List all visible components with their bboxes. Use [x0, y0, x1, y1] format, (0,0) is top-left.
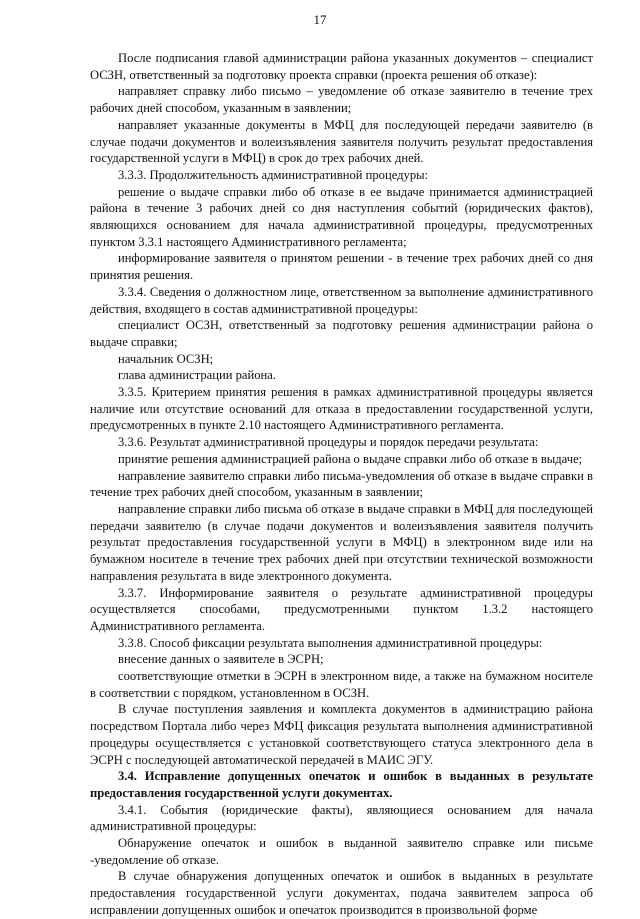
paragraph: В случае обнаружения допущенных опечаток и ошибок в выданных в результате предоставления государственной услуги документах, подача заявителем запроса об исправлении допущенных ошибок и опечаток производится в произвольной форме: [90, 869, 593, 917]
paragraph: принятие решения администрацией района о выдаче справки либо об отказе в выдаче;: [118, 451, 583, 466]
paragraph: 3.3.8. Способ фиксации результата выполнения административной процедуры:: [118, 635, 543, 650]
paragraph: направление заявителю справки либо письма-уведомления об отказе в выдаче справки в течение трех рабочих дней способом, указанным в заявлении;: [90, 468, 593, 500]
paragraph: 3.3.3. Продолжительность административной процедуры:: [118, 167, 429, 182]
paragraph: соответствующие отметки в ЭСРН в электронном виде, а также на бумажном носителе в соответствии с порядком, установленном в ОСЗН.: [90, 669, 593, 700]
paragraph: информирование заявителя о принятом решении - в течение трех рабочих дней со дня принятия решения.: [90, 251, 593, 283]
paragraph: начальник ОСЗН;: [118, 351, 214, 366]
paragraph: После подписания главой администрации района указанных документов – специалист ОСЗН, ответственный за подготовку проекта справки (проекта решения об отказе):: [90, 51, 593, 82]
paragraph: решение о выдаче справки либо об отказе в ее выдаче принимается администрацией района в течение 3 рабочих дней со дня наступления событий (юридических фактов), являющихся основанием для начала административной процедуры, предусмотренных пунктом 3.3.1 настоящего Административного регламента;: [90, 184, 593, 249]
section-heading: 3.4. Исправление допущенных опечаток и ошибок в выданных в результате предоставления государственной услуги документах.: [90, 769, 593, 800]
paragraph: 3.3.6. Результат административной процедуры и порядок передачи результата:: [118, 435, 539, 450]
paragraph: Обнаружение опечаток и ошибок в выданной заявителю справке или письме -уведомление об отказе.: [90, 836, 593, 867]
paragraph: специалист ОСЗН, ответственный за подготовку решения администрации района о выдаче справки;: [90, 318, 593, 349]
paragraph: 3.3.5. Критерием принятия решения в рамках административной процедуры является наличие или отсутствие оснований для отказа в предоставлении государственной услуги, предусмотренных в пункте 2.10 настоящего Административного регламента.: [90, 385, 593, 433]
paragraph: направляет справку либо письмо – уведомление об отказе заявителю в течение трех рабочих дней способом, указанным в заявлении;: [90, 84, 593, 116]
paragraph: В случае поступления заявления и комплекта документов в администрацию района посредством Портала либо через МФЦ фиксация результата выполнения административной процедуры осуществляется с установкой соответствующего статуса электронного дела в ЭСРН с последующей автоматической передачей в МАИС ЭГУ.: [90, 702, 593, 767]
paragraph: внесение данных о заявителе в ЭСРН;: [118, 652, 324, 667]
paragraph: 3.3.7. Информирование заявителя о результате административной процедуры осуществляется способами, предусмотренными пунктом 1.3.2 настоящего Административного регламента.: [90, 585, 593, 633]
paragraph: направление справки либо письма об отказе в выдаче справки в МФЦ для последующей передачи заявителю (в случае подачи документов и волеизъявления заявителя получить результат предоставления государственной услуги в МФЦ) в электронном виде или на бумажном носителе в течение трех рабочих дней при отсутствии технической возможности направления результата в виде электронного документа.: [90, 501, 593, 583]
paragraph: глава администрации района.: [118, 368, 277, 383]
paragraph: 3.4.1. События (юридические факты), являющиеся основанием для начала административной процедуры:: [90, 802, 593, 834]
document-body: [90, 50, 593, 919]
page-number: 17: [313, 12, 327, 27]
paragraph: 3.3.4. Сведения о должностном лице, ответственном за выполнение административного действия, входящего в состав административной процедуры:: [90, 284, 593, 316]
paragraph: направляет указанные документы в МФЦ для последующей передачи заявителю (в случае подачи документов и волеизъявления заявителя получить результат предоставления государственной услуги в МФЦ) в срок до трех рабочих дней.: [90, 117, 593, 166]
